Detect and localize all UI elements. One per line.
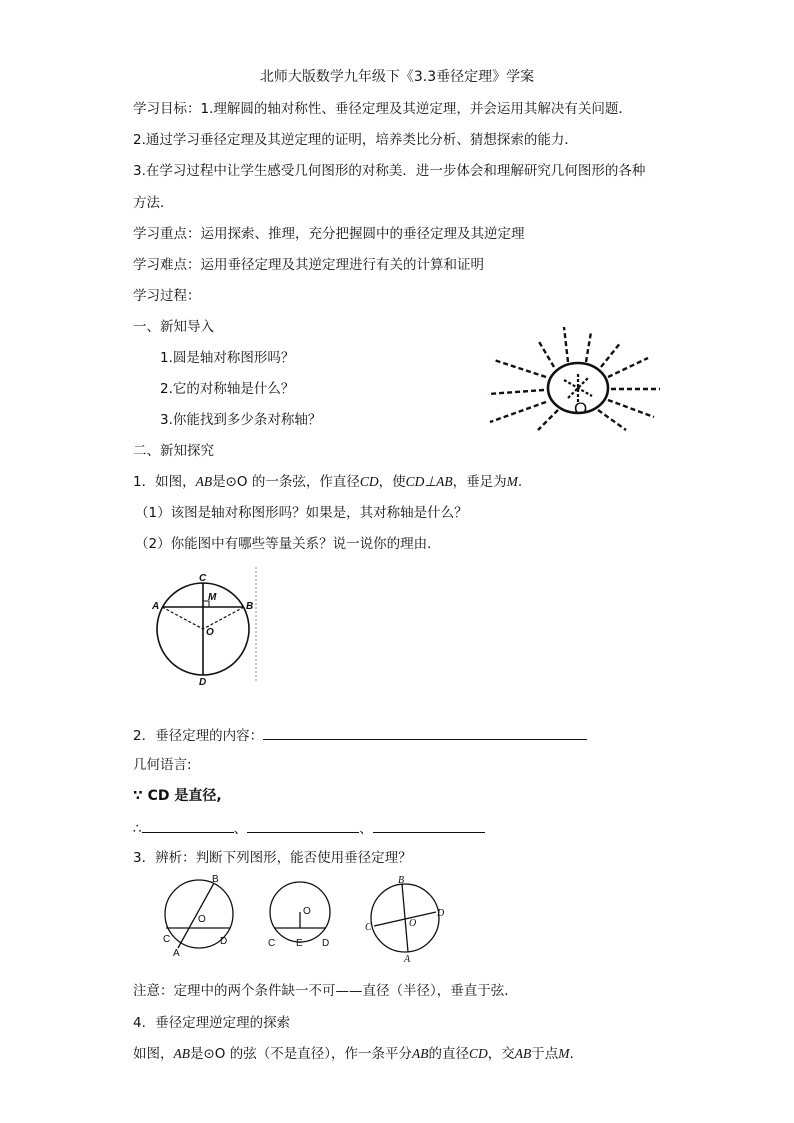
p5-text-d: ，交 bbox=[487, 1046, 515, 1062]
fig1-label-m: M bbox=[208, 592, 217, 603]
fig4-label-d: D bbox=[437, 908, 445, 919]
fig3-label-d: D bbox=[322, 938, 330, 949]
section1-question-1: 1.圆是轴对称图形吗？ bbox=[160, 350, 295, 366]
objective-3-line-2: 方法． bbox=[133, 195, 174, 211]
symmetry-figure-center-label: O bbox=[574, 399, 588, 418]
fig4-label-c: C bbox=[365, 922, 372, 933]
p5-text-e: 于点 bbox=[531, 1046, 559, 1062]
fig2-label-c: C bbox=[163, 934, 171, 945]
fig4-label-a: A bbox=[404, 954, 411, 965]
theorem-note: 注意：定理中的两个条件缺一不可——直径（半径），垂直于弦． bbox=[133, 983, 518, 999]
section1-heading: 一、新知导入 bbox=[133, 319, 214, 335]
section2-heading: 二、新知探究 bbox=[133, 443, 214, 459]
section2-question-2: （2）你能图中有哪些等量关系？说一说你的理由． bbox=[135, 536, 441, 552]
section1-question-2: 2.它的对称轴是什么？ bbox=[160, 381, 295, 397]
p5-text-a: 如图， bbox=[133, 1046, 174, 1062]
p1-ab: AB bbox=[195, 474, 213, 489]
geometric-language-label: 几何语言: bbox=[133, 757, 192, 773]
therefore-symbol: ∴ bbox=[133, 821, 142, 837]
theorem-content-label: 2．垂径定理的内容： bbox=[133, 728, 264, 744]
fig1-label-c: C bbox=[199, 573, 207, 584]
fig3-label-e: E bbox=[296, 938, 303, 949]
objective-2: 2.通过学习垂径定理及其逆定理的证明，培养类比分析、猜想探索的能力． bbox=[133, 132, 578, 148]
therefore-sep-1: 、 bbox=[233, 821, 248, 837]
objective-3-line-1: 3.在学习过程中让学生感受几何图形的对称美．进一步体会和理解研究几何图形的各种 bbox=[133, 163, 646, 179]
p1-text-d: ，垂足为 bbox=[452, 474, 507, 490]
p1-cd-perp-ab: CD⊥AB bbox=[405, 474, 453, 489]
symmetry-figure bbox=[476, 322, 666, 434]
fig4-label-b: B bbox=[398, 875, 405, 886]
p1-text-a: 1．如图， bbox=[133, 474, 196, 490]
p1-text-b: 是⊙O 的一条弦，作直径 bbox=[212, 474, 360, 490]
discrimination-prompt: 3．辨析：判断下列图形，能否使用垂径定理？ bbox=[133, 850, 412, 866]
document-title: 北师大版数学九年级下《3.3垂径定理》学案 bbox=[259, 69, 535, 85]
fig1-label-d: D bbox=[199, 677, 207, 688]
fig3-label-c: C bbox=[268, 938, 276, 949]
chord-diameter-figure bbox=[150, 565, 260, 688]
fig4-label-o: O bbox=[409, 918, 417, 929]
process-label: 学习过程： bbox=[133, 288, 201, 304]
theorem-content-line bbox=[133, 725, 587, 745]
fig3-label-o: O bbox=[303, 906, 311, 917]
fig2-label-b: B bbox=[212, 874, 219, 885]
fig2-label-o: O bbox=[198, 914, 206, 925]
therefore-line bbox=[133, 818, 485, 838]
therefore-blank-1[interactable] bbox=[142, 818, 234, 833]
because-line: ∵ CD 是直径, bbox=[133, 788, 222, 804]
objective-line-1 bbox=[133, 100, 632, 118]
theorem-content-blank[interactable] bbox=[263, 725, 587, 740]
p5-ab-3: AB bbox=[514, 1046, 532, 1061]
objectives-label: 学习目标： bbox=[133, 101, 201, 117]
discrimination-figure-3 bbox=[362, 876, 448, 964]
fig1-label-b: B bbox=[246, 601, 254, 612]
fig2-label-d: D bbox=[220, 936, 228, 947]
section2-paragraph-1 bbox=[133, 473, 522, 491]
therefore-blank-2[interactable] bbox=[247, 818, 359, 833]
p5-text-c: 的直径 bbox=[428, 1046, 469, 1062]
p1-text-e: . bbox=[517, 474, 523, 490]
fig2-label-a: A bbox=[173, 948, 180, 959]
converse-paragraph bbox=[133, 1045, 574, 1063]
p1-text-c: ，使 bbox=[378, 474, 406, 490]
p5-text-f: . bbox=[569, 1046, 574, 1062]
therefore-sep-2: 、 bbox=[359, 821, 373, 837]
fig1-label-o: O bbox=[206, 627, 214, 638]
section1-question-3: 3.你能找到多少条对称轴？ bbox=[160, 412, 322, 428]
discrimination-figure-2 bbox=[264, 880, 340, 954]
p5-ab: AB bbox=[173, 1046, 190, 1061]
p5-cd: CD bbox=[468, 1046, 488, 1061]
p1-m: M bbox=[506, 474, 518, 489]
p5-m: M bbox=[558, 1046, 570, 1061]
discrimination-figure-1 bbox=[158, 876, 240, 960]
difficulty: 学习难点：运用垂径定理及其逆定理进行有关的计算和证明 bbox=[133, 257, 484, 273]
section2-question-1: （1）该图是轴对称图形吗？如果是，其对称轴是什么？ bbox=[135, 505, 468, 521]
fig1-label-a: A bbox=[152, 601, 160, 612]
key-point: 学习重点：运用探索、推理，充分把握圆中的垂径定理及其逆定理 bbox=[133, 226, 525, 242]
p5-text-b: 是⊙O 的弦（不是直径），作一条平分 bbox=[190, 1046, 412, 1062]
p5-ab-2: AB bbox=[411, 1046, 429, 1061]
therefore-blank-3[interactable] bbox=[373, 818, 485, 833]
p1-cd: CD bbox=[359, 474, 379, 489]
converse-heading: 4．垂径定理逆定理的探索 bbox=[133, 1015, 291, 1031]
objective-1: 1.理解圆的轴对称性、垂径定理及其逆定理，并会运用其解决有关问题． bbox=[200, 101, 632, 117]
